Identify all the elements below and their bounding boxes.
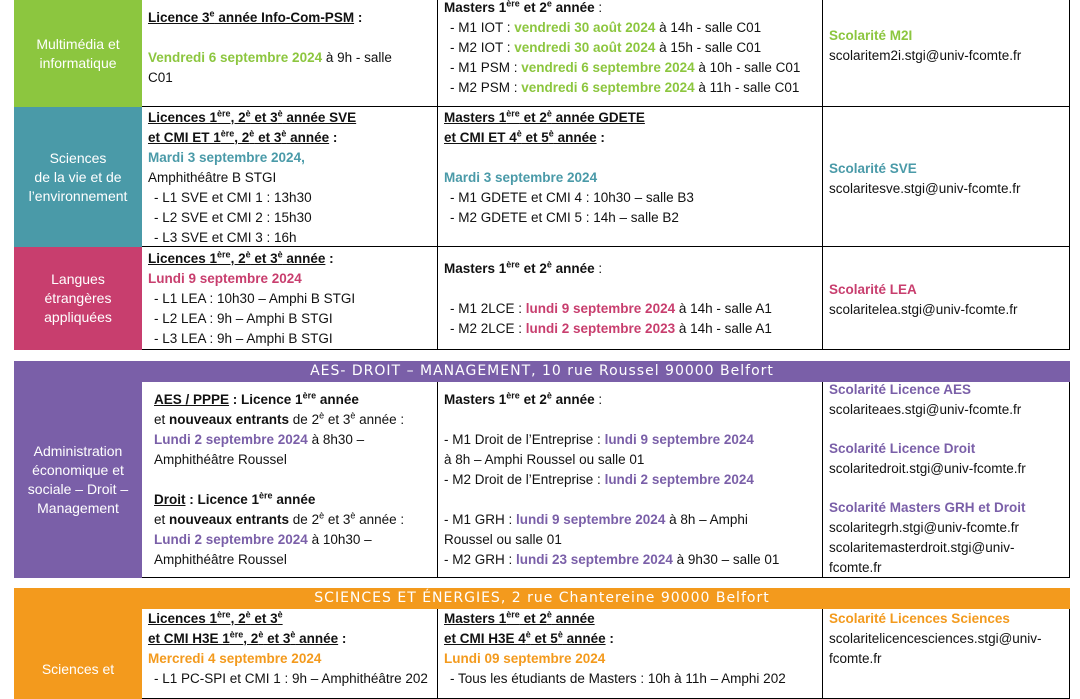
domain-cell-langues [14, 247, 142, 350]
domain-cell-multimedia [14, 0, 142, 107]
licence-date: Lundi 2 septembre 2024 [154, 432, 308, 447]
masters-date: Mardi 3 septembre 2024 [444, 170, 598, 185]
contact-name: Scolarité SVE [829, 161, 917, 176]
licence-place: Amphithéâtre Roussel [154, 452, 287, 467]
domain-label: Sciences et [41, 661, 115, 677]
contact-cell-sciences-energies [823, 609, 1070, 699]
licence-item: - L3 LEA : 9h – Amphi B STGI [154, 331, 333, 346]
licence-title: Licences 1ère, $2^è$ et $3^è$ [148, 609, 283, 626]
contact-name: Scolarité Licences Sciences [829, 611, 1010, 626]
masters-cell-sciences-energies: Masters 1ère et $2^è$ année et CMI H3E $4^è$ et $5^è$ année : Lundi 09 septembre 2024 - Tous les étudiants de Masters : 10h à 11h – Amphi 202 [438, 609, 823, 699]
licence-cell-sciences-energies: Licences 1ère, $2^è$ et $3^è$ et CMI H3E 1ère, $2^è$ et $3^è$ année : Mercredi 4 septembre 2024 - L1 PC-SPI et CMI 1 : 9h – Amphithéâtre 202 [142, 609, 438, 699]
contact-email[interactable]: scolaritelea.stgi@univ-fcomte.fr [829, 302, 1018, 317]
contact-email[interactable]: scolaritesve.stgi@univ-fcomte.fr [829, 181, 1021, 196]
domain-cell-sciences-energies [14, 609, 142, 699]
licence-title: Licences 1ère, $2^è$ et $3^è$ année [148, 249, 326, 266]
masters-item: - Tous les étudiants de Masters : 10h à 11h – Amphi 202 [450, 671, 786, 686]
campus-banner-aes: AES- DROIT – MANAGEMENT, 10 rue Roussel 90000 Belfort [14, 361, 1070, 382]
domain-cell-sciences-vie [14, 107, 142, 247]
masters-item: - M2 Droit de l’Entreprise : lundi 2 septembre 2024 [444, 472, 754, 487]
campus-banner-sciences-energies: SCIENCES ET ÉNERGIES, 2 rue Chantereine 90000 Belfort [14, 588, 1070, 609]
contact-email-cont[interactable]: fcomte.fr [829, 560, 882, 575]
masters-item-cont: à 8h – Amphi Roussel ou salle 01 [444, 452, 645, 467]
licence-item: - L1 PC-SPI et CMI 1 : 9h – Amphithéâtre 202 [154, 671, 428, 686]
masters-item: - M1 GRH : lundi 9 septembre 2024 à 8h – Amphi [444, 512, 748, 527]
licence-item: - L1 LEA : 10h30 – Amphi B STGI [154, 291, 356, 306]
droit-title: Droit [154, 492, 186, 507]
licence-cell-aes: AES / PPPE : Licence 1ère année et nouveaux entrants de $2^è$ et $3^è$ année : Lundi 2 septembre 2024 à 8h30 – Amphithéâtre Roussel Droit : Licence 1ère année et nouveaux entrants de $2^è$ et $3^è$ année : Lundi 2 septembre 2024 à 10h30 – Amphithéâtre Roussel [142, 382, 438, 578]
licence-date: Lundi 2 septembre 2024 [154, 532, 308, 547]
licence-date: Vendredi 6 septembre 2024 [148, 50, 323, 65]
licence-item: - L2 LEA : 9h – Amphi B STGI [154, 311, 333, 326]
masters-cell-multimedia: Masters 1ère et 2e année : - M1 IOT : vendredi 30 août 2024 à 14h - salle C01 - M2 IOT : vendredi 30 août 2024 à 15h - salle C01 - M1 PSM : vendredi 6 septembre 2024 à 10h - salle C01 - M2 PSM : vendredi 6 septembre 2024 à 11h - salle C01 [438, 0, 823, 107]
masters-item: - M2 2LCE : lundi 2 septembre 2023 à 14h - salle A1 [450, 321, 772, 336]
domain-cell-aes [14, 382, 142, 578]
contact-name: Scolarité M2I [829, 28, 913, 43]
contact-cell-multimedia [823, 0, 1070, 107]
licence-title: Licence 3e année Info-Com-PSM [148, 8, 355, 25]
licence-date: Mercredi 4 septembre 2024 [148, 651, 322, 666]
licence-place: Amphithéâtre Roussel [154, 552, 287, 567]
contact-name: Scolarité Licence Droit [829, 441, 976, 456]
contact-email[interactable]: scolaritem2i.stgi@univ-fcomte.fr [829, 48, 1022, 63]
masters-title: Masters 1ère et $2^è$ année [444, 390, 595, 407]
licence-date: Lundi 9 septembre 2024 [148, 271, 302, 286]
masters-item: - M1 2LCE : lundi 9 septembre 2024 à 14h - salle A1 [450, 301, 772, 316]
contact-name: Scolarité Licence AES [829, 382, 972, 397]
licence-level: Licence 1ère année [241, 390, 359, 407]
masters-item-cont: Roussel ou salle 01 [444, 532, 562, 547]
masters-item: - M2 GRH : lundi 23 septembre 2024 à 9h30 – salle 01 [444, 552, 780, 567]
masters-cell-aes: Masters 1ère et $2^è$ année : - M1 Droit de l’Entreprise : lundi 9 septembre 2024 à 8h – Amphi Roussel ou salle 01 - M2 Droit de l’Entreprise : lundi 2 septembre 2024 - M1 GRH : lundi 9 septembre 2024 à 8h – Amphi Roussel ou salle 01 - M2 GRH : lundi 23 septembre 2024 à 9h30 – salle 01 [438, 382, 823, 578]
licence-cell-multimedia: Licence 3e année Info-Com-PSM : Vendredi 6 septembre 2024 à 9h - salle C01 [142, 0, 438, 107]
masters-item: - M1 IOT : vendredi 30 août 2024 à 14h - salle C01 [450, 20, 762, 35]
licence-item: - L2 SVE et CMI 2 : 15h30 [154, 210, 312, 225]
contact-email[interactable]: scolaritemasterdroit.stgi@univ- [829, 540, 1015, 555]
contact-email-cont[interactable]: fcomte.fr [829, 651, 882, 666]
licence-title: Licences 1ère, $2^è$ et $3^è$ année SVE [148, 108, 357, 125]
licence-cell-langues: Licences 1ère, $2^è$ et $3^è$ année : Lundi 9 septembre 2024 - L1 LEA : 10h30 – Amphi B STGI - L2 LEA : 9h – Amphi B STGI - L3 LEA : 9h – Amphi B STGI [142, 247, 438, 350]
contact-email[interactable]: scolaritegrh.stgi@univ-fcomte.fr [829, 520, 1020, 535]
licence-level: Licence 1ère année [197, 490, 316, 507]
licence-item: - L1 SVE et CMI 1 : 13h30 [154, 190, 312, 205]
masters-title: Masters 1ère et 2e année [444, 0, 595, 15]
licence-subtitle: et CMI ET 1ère, $2^è$ et $3^è$ année [148, 128, 330, 145]
masters-subtitle: et CMI H3E $4^è$ et $5^è$ année [444, 629, 606, 646]
contact-cell-langues [823, 247, 1070, 350]
domain-label: Sciences de la vie et de l’environnement [28, 149, 128, 204]
masters-title: Masters 1ère et $2^è$ année [444, 259, 595, 276]
row-sciences-vie [14, 107, 1070, 247]
licence-subtitle: et CMI H3E 1ère, $2^è$ et $3^è$ année [148, 629, 339, 646]
licence-room: C01 [148, 70, 173, 85]
masters-item: - M2 GDETE et CMI 5 : 14h – salle B2 [450, 210, 679, 225]
row-langues [14, 247, 1070, 350]
masters-cell-sciences-vie: Masters 1ère et $2^è$ année GDETE et CMI ET $4^è$ et $5^è$ année : Mardi 3 septembre 2024 - M1 GDETE et CMI 4 : 10h30 – salle B3 - M2 GDETE et CMI 5 : 14h – salle B2 [438, 107, 823, 247]
contact-email[interactable]: scolaritedroit.stgi@univ-fcomte.fr [829, 461, 1026, 476]
masters-item: - M1 Droit de l’Entreprise : lundi 9 septembre 2024 [444, 432, 754, 447]
contact-cell-aes [823, 382, 1070, 578]
newcomers-line: et nouveaux entrants de $2^è$ et $3^è$ année : [154, 510, 405, 527]
newcomers-line: et nouveaux entrants de $2^è$ et $3^è$ année : [154, 410, 405, 427]
masters-item: - M2 PSM : vendredi 6 septembre 2024 à 11h - salle C01 [450, 80, 800, 95]
masters-cell-langues: Masters 1ère et $2^è$ année : - M1 2LCE : lundi 9 septembre 2024 à 14h - salle A1 - M2 2LCE : lundi 2 septembre 2023 à 14h - salle A1 [438, 247, 823, 350]
contact-cell-sciences-vie [823, 107, 1070, 247]
licence-place: Amphithéâtre B STGI [148, 170, 277, 185]
domain-label: Langues étrangères appliquées [44, 271, 112, 325]
contact-name: Scolarité LEA [829, 282, 917, 297]
licence-cell-sciences-vie: Licences 1ère, $2^è$ et $3^è$ année SVE et CMI ET 1ère, $2^è$ et $3^è$ année : Mardi 3 septembre 2024, Amphithéâtre B STGI - L1 SVE et CMI 1 : 13h30 - L2 SVE et CMI 2 : 15h30 - L3 SVE et CMI 3 : 16h [142, 107, 438, 247]
row-aes [14, 382, 1070, 578]
contact-email[interactable]: scolaritelicencesciences.stgi@univ- [829, 631, 1042, 646]
row-sciences-energies [14, 609, 1070, 699]
row-multimedia [14, 0, 1070, 107]
masters-date: Lundi 09 septembre 2024 [444, 651, 606, 666]
masters-subtitle: et CMI ET $4^è$ et $5^è$ année [444, 128, 597, 145]
licence-item: - L3 SVE et CMI 3 : 16h [154, 230, 297, 245]
contact-email[interactable]: scolariteaes.stgi@univ-fcomte.fr [829, 402, 1022, 417]
aes-title: AES / PPPE [154, 392, 230, 407]
masters-item: - M1 PSM : vendredi 6 septembre 2024 à 10h - salle C01 [450, 60, 801, 75]
domain-label: Multimédia et informatique [36, 35, 120, 71]
domain-label: Administration économique et sociale – Droit – Management [27, 443, 129, 516]
masters-title: Masters 1ère et $2^è$ année GDETE [444, 108, 645, 125]
masters-item: - M1 GDETE et CMI 4 : 10h30 – salle B3 [450, 190, 694, 205]
licence-date: Mardi 3 septembre 2024, [148, 150, 305, 165]
masters-title: Masters 1ère et $2^è$ année [444, 609, 595, 626]
contact-name: Scolarité Masters GRH et Droit [829, 500, 1026, 515]
masters-item: - M2 IOT : vendredi 30 août 2024 à 15h - salle C01 [450, 40, 762, 55]
